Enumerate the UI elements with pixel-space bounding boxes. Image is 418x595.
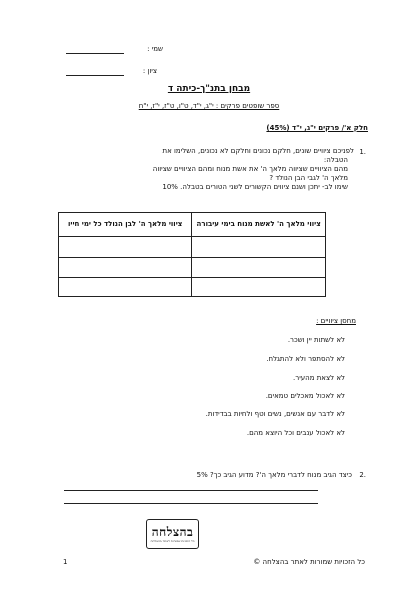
page-title: מבחן בתנ"ך-כיתה ד <box>167 84 251 94</box>
table-header-wife: ציווי מלאך ה' לאשת מנוח בימי עיבורה <box>192 213 326 237</box>
word-bank-item: לא לצאת מהעיר. <box>293 374 345 382</box>
question-1-number: 1. <box>359 148 366 156</box>
success-stamp-logo <box>146 519 199 549</box>
part-heading: חלק א'/ פרקים י"ג, י"ד (45%) <box>266 124 368 132</box>
question-1-line: מלאך ה' לגבי הבן הנולד ? <box>269 174 348 182</box>
question-2-number: 2. <box>359 471 366 479</box>
grade-label: ציון : <box>142 67 157 75</box>
stamp-sub-text: כל הזכויות שמורות לאתר בהצלחה <box>150 538 195 543</box>
stamp-main-text: בהצלחה <box>151 524 194 539</box>
table-cell[interactable] <box>59 237 192 258</box>
question-1-line: מהם הציוויים שציווה מלאך ה' את אשת מנוח ומהם הציוויים שציווה <box>152 165 348 173</box>
table-header-row <box>59 213 326 237</box>
name-line[interactable] <box>66 53 124 54</box>
word-bank-item: לא להסתפר ולא להתגלח. <box>266 355 345 363</box>
page-number: 1 <box>63 558 68 566</box>
table-row <box>59 237 326 258</box>
table-cell[interactable] <box>192 237 326 258</box>
table-cell[interactable] <box>59 258 192 278</box>
word-bank-item: לא לדבר עם אנשים, נשים וטף ולחיות בבדידות. <box>205 410 345 418</box>
answer-line[interactable] <box>64 503 318 504</box>
question-1-line: שימו לב- יתכן ושנם ציווים הקשורים לשני הטורים בטבלה. 10% <box>162 183 348 191</box>
grade-line[interactable] <box>66 75 124 76</box>
name-label: שמי : <box>147 45 163 53</box>
question-1-text <box>34 147 354 192</box>
table-cell[interactable] <box>59 278 192 297</box>
table-header-son: ציווי מלאך ה' לבן הנולד כל ימי חייו <box>59 213 192 237</box>
question-1-line: הטבלה: <box>323 156 348 164</box>
table-cell[interactable] <box>192 258 326 278</box>
question-2-text: כיצד הגיב מנוח לדברי מלאך ה'? מדוע הגיב כך? 5% <box>196 471 352 479</box>
answer-line[interactable] <box>64 490 318 491</box>
table-row <box>59 278 326 297</box>
word-bank-item: לא לאכול ענבים וכל היוצא מהם. <box>246 429 345 437</box>
table-cell[interactable] <box>192 278 326 297</box>
word-bank-item: לא לשתות יין ושכר. <box>287 336 345 344</box>
table-row <box>59 258 326 278</box>
book-line: ספר שופטים פרקים : י"ג, י"ד, ט"ו, ט"ז, י"ז, י"ח <box>138 102 280 110</box>
question-1-line: לפניכם ציוויים שונים, חלקם נכונים וחלקם לא נכונים, השלימו את <box>162 147 354 155</box>
word-bank-item: לא לאכול מאכלים טמאים. <box>265 392 345 400</box>
footer-copyright: כל הזכויות שמורות לאתר בהצלחה © <box>253 558 365 566</box>
commands-table <box>58 212 326 297</box>
word-bank-title: מחסן ציוויים : <box>316 317 356 325</box>
